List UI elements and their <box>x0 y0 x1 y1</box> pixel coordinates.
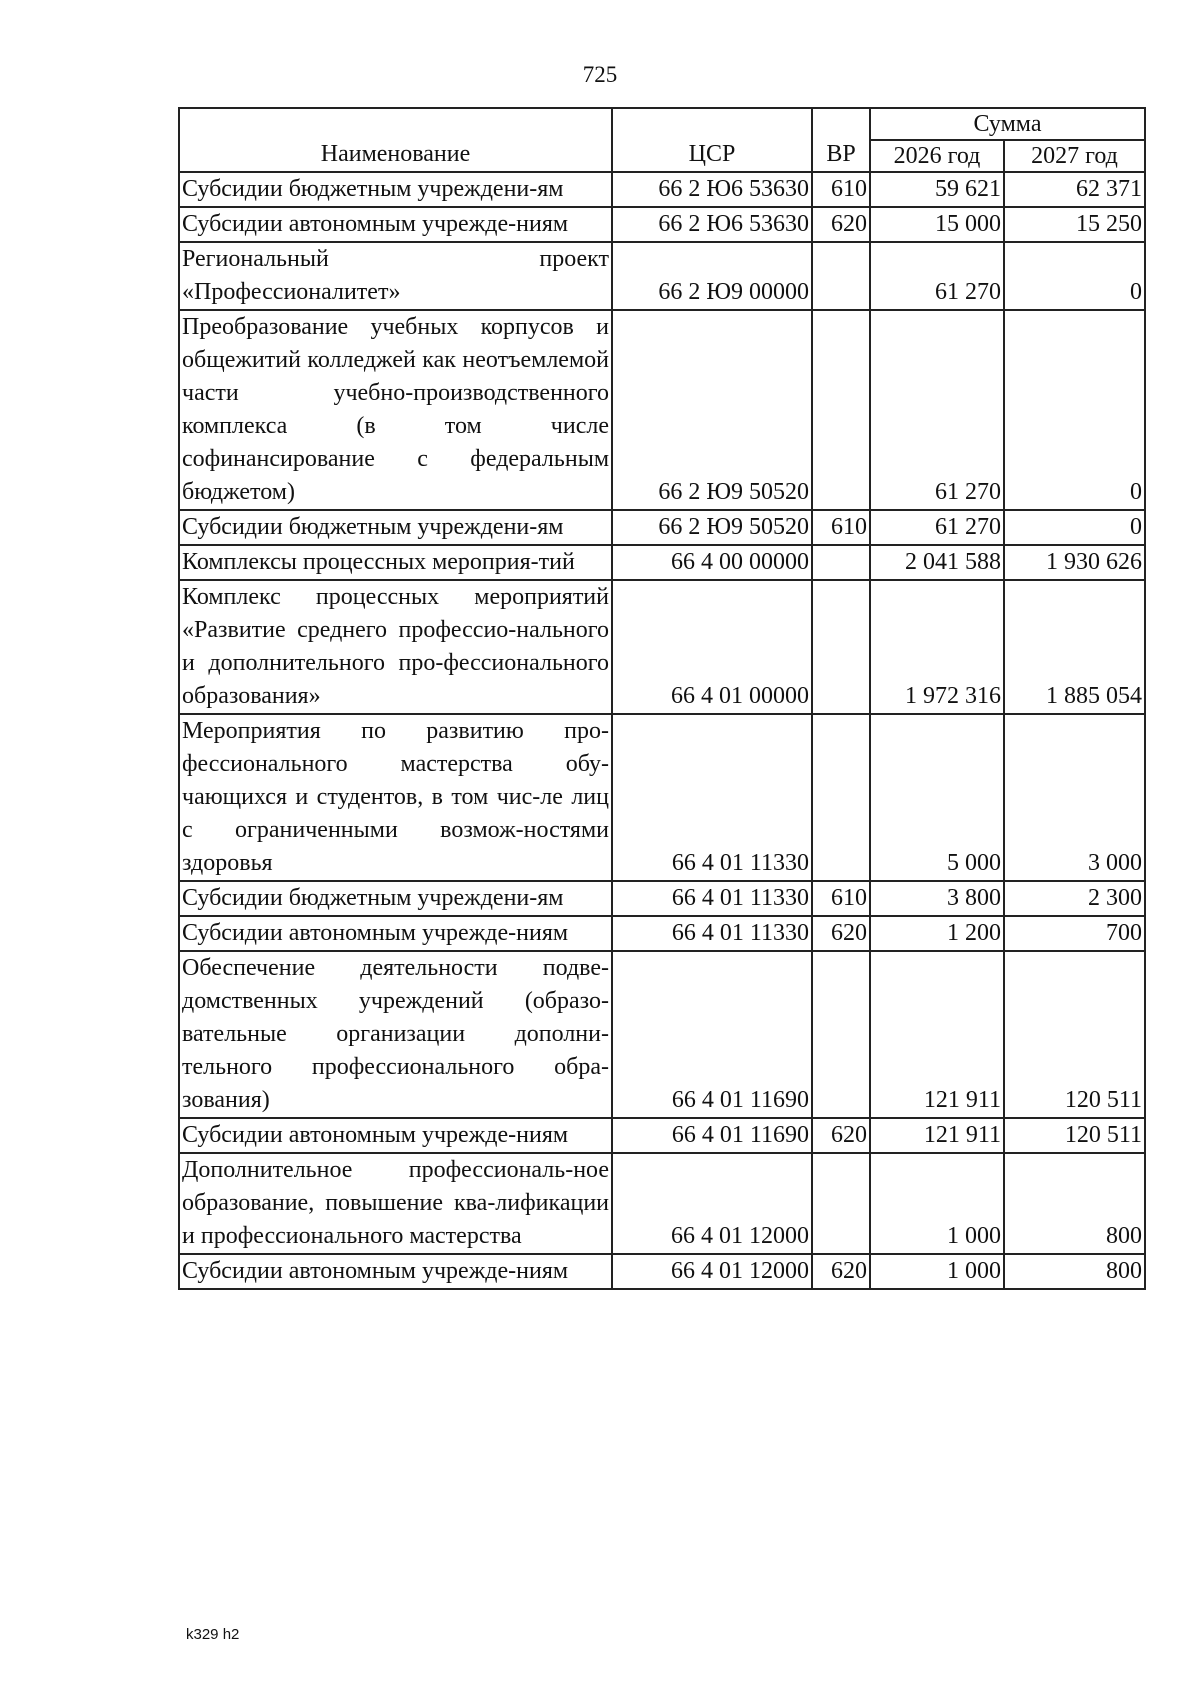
header-sum: Сумма <box>870 108 1145 140</box>
row-csr: 66 2 Ю6 53630 <box>612 172 812 207</box>
row-sum-2027: 1 930 626 <box>1004 545 1145 580</box>
table-row <box>179 881 1145 916</box>
row-csr: 66 2 Ю6 53630 <box>612 207 812 242</box>
table-header <box>179 108 1145 172</box>
row-name: Субсидии автономным учрежде-ниям <box>179 916 612 951</box>
table-row <box>179 916 1145 951</box>
row-sum-2027: 120 511 <box>1004 1118 1145 1153</box>
row-csr: 66 4 01 00000 <box>612 580 812 714</box>
row-vr <box>812 951 870 1118</box>
row-sum-2027: 1 885 054 <box>1004 580 1145 714</box>
row-vr <box>812 545 870 580</box>
row-sum-2026: 2 041 588 <box>870 545 1004 580</box>
row-vr: 620 <box>812 1254 870 1289</box>
table-body <box>179 172 1145 1289</box>
row-vr: 610 <box>812 510 870 545</box>
table-row <box>179 545 1145 580</box>
row-sum-2027: 800 <box>1004 1153 1145 1254</box>
row-csr: 66 2 Ю9 50520 <box>612 310 812 510</box>
row-csr: 66 2 Ю9 50520 <box>612 510 812 545</box>
row-sum-2027: 700 <box>1004 916 1145 951</box>
table-row <box>179 172 1145 207</box>
row-name: Субсидии бюджетным учреждени-ям <box>179 881 612 916</box>
row-sum-2026: 1 200 <box>870 916 1004 951</box>
row-sum-2026: 61 270 <box>870 510 1004 545</box>
row-sum-2027: 62 371 <box>1004 172 1145 207</box>
row-sum-2026: 61 270 <box>870 242 1004 310</box>
row-sum-2027: 15 250 <box>1004 207 1145 242</box>
row-sum-2027: 120 511 <box>1004 951 1145 1118</box>
row-csr: 66 4 01 12000 <box>612 1153 812 1254</box>
header-csr: ЦСР <box>612 108 812 172</box>
footer-code: k329 h2 <box>186 1626 240 1643</box>
table-row <box>179 1118 1145 1153</box>
row-csr: 66 4 01 11330 <box>612 916 812 951</box>
row-vr <box>812 242 870 310</box>
row-csr: 66 4 01 11330 <box>612 714 812 881</box>
row-sum-2027: 0 <box>1004 242 1145 310</box>
row-name: Комплексы процессных мероприя-тий <box>179 545 612 580</box>
table-row <box>179 310 1145 510</box>
table-row <box>179 951 1145 1118</box>
row-name: Преобразование учебных корпусов и общежитий колледжей как неотъемлемой части учебно-производственного комплекса (в том числе софинансирование с федеральным бюджетом) <box>179 310 612 510</box>
header-year-2026: 2026 год <box>870 140 1004 172</box>
row-vr: 620 <box>812 916 870 951</box>
table-row <box>179 580 1145 714</box>
row-vr <box>812 310 870 510</box>
row-sum-2027: 3 000 <box>1004 714 1145 881</box>
row-vr: 620 <box>812 1118 870 1153</box>
row-csr: 66 4 01 11330 <box>612 881 812 916</box>
row-sum-2026: 61 270 <box>870 310 1004 510</box>
row-sum-2026: 121 911 <box>870 1118 1004 1153</box>
row-csr: 66 4 01 11690 <box>612 1118 812 1153</box>
header-year-2027: 2027 год <box>1004 140 1145 172</box>
row-vr <box>812 580 870 714</box>
row-name: Субсидии бюджетным учреждени-ям <box>179 172 612 207</box>
row-sum-2026: 59 621 <box>870 172 1004 207</box>
row-sum-2026: 5 000 <box>870 714 1004 881</box>
table-row <box>179 207 1145 242</box>
row-name: Дополнительное профессиональ-ное образование, повышение ква-лификации и профессионального мастерства <box>179 1153 612 1254</box>
row-sum-2026: 15 000 <box>870 207 1004 242</box>
row-csr: 66 4 00 00000 <box>612 545 812 580</box>
row-csr: 66 4 01 11690 <box>612 951 812 1118</box>
row-sum-2026: 1 000 <box>870 1254 1004 1289</box>
table-row <box>179 242 1145 310</box>
row-vr <box>812 714 870 881</box>
row-sum-2026: 1 972 316 <box>870 580 1004 714</box>
row-name: Региональный проект «Профессионалитет» <box>179 242 612 310</box>
row-sum-2027: 0 <box>1004 510 1145 545</box>
row-name: Мероприятия по развитию про-фессионального мастерства обу-чающихся и студентов, в том чис-ле лиц с ограниченными возмож-ностями здоровья <box>179 714 612 881</box>
row-csr: 66 4 01 12000 <box>612 1254 812 1289</box>
row-name: Субсидии автономным учрежде-ниям <box>179 1118 612 1153</box>
row-name: Комплекс процессных мероприятий «Развитие среднего профессио-нального и дополнительного про-фессионального образования» <box>179 580 612 714</box>
row-sum-2027: 2 300 <box>1004 881 1145 916</box>
row-sum-2026: 1 000 <box>870 1153 1004 1254</box>
row-vr: 620 <box>812 207 870 242</box>
row-name: Субсидии автономным учрежде-ниям <box>179 207 612 242</box>
row-vr <box>812 1153 870 1254</box>
row-sum-2026: 3 800 <box>870 881 1004 916</box>
page-number: 725 <box>582 62 618 87</box>
row-vr: 610 <box>812 172 870 207</box>
table-row <box>179 510 1145 545</box>
row-sum-2027: 0 <box>1004 310 1145 510</box>
table-row <box>179 1153 1145 1254</box>
table-row <box>179 714 1145 881</box>
row-vr: 610 <box>812 881 870 916</box>
row-csr: 66 2 Ю9 00000 <box>612 242 812 310</box>
row-name: Обеспечение деятельности подве-домственных учреждений (образо-вательные организации дополни-тельного профессионального обра-зования) <box>179 951 612 1118</box>
row-sum-2026: 121 911 <box>870 951 1004 1118</box>
header-name: Наименование <box>179 108 612 172</box>
header-vr: ВР <box>812 108 870 172</box>
table-row <box>179 1254 1145 1289</box>
row-name: Субсидии бюджетным учреждени-ям <box>179 510 612 545</box>
budget-table <box>178 107 1146 1290</box>
row-sum-2027: 800 <box>1004 1254 1145 1289</box>
row-name: Субсидии автономным учрежде-ниям <box>179 1254 612 1289</box>
